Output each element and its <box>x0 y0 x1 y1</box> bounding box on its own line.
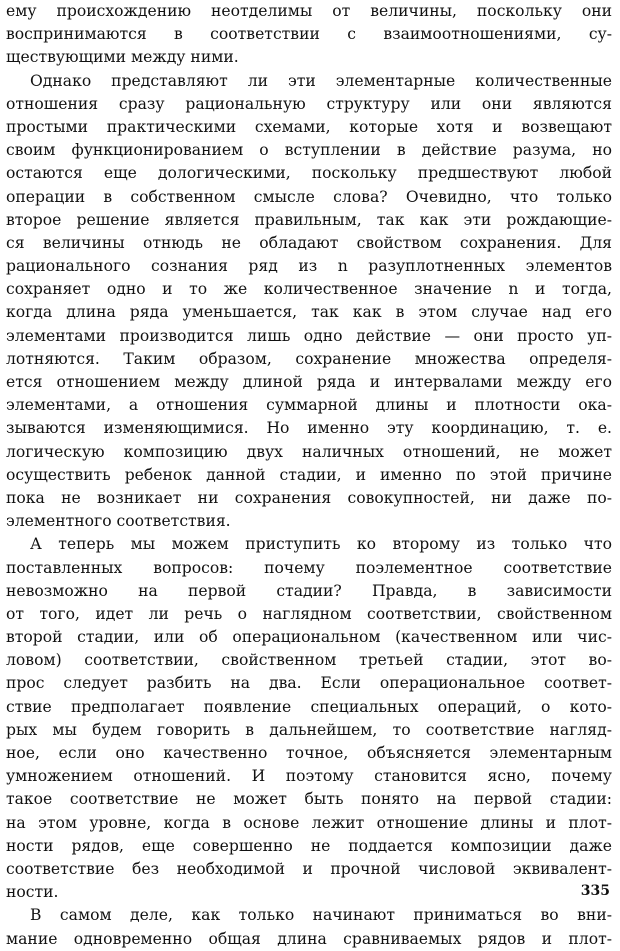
text-line: остаются еще дологическими, поскольку предшествуют любой <box>6 164 612 183</box>
text-line: пока не возникает ни сохранения совокупностей, ни даже по- <box>6 488 612 507</box>
text-line: мание одновременно общая длина сравниваемых рядов и плот- <box>6 929 612 948</box>
text-line: рационального сознания ряд из n разуплотненных элементов <box>6 257 612 276</box>
text-line: Однако представляют ли эти элементарные количественные <box>30 71 612 90</box>
text-line: ществующими между ними. <box>6 48 239 67</box>
text-line: ности рядов, еще совершенно не поддается композиции даже <box>6 836 612 855</box>
page-number: 335 <box>580 883 610 899</box>
text-line: элементами производится лишь одно действие — они просто уп- <box>6 326 612 345</box>
text-line: на этом уровне, когда в основе лежит отношение длины и плот- <box>6 813 612 832</box>
text-line: лотняются. Таким образом, сохранение множества определя- <box>6 349 612 368</box>
text-line: элементного соответствия. <box>6 512 231 531</box>
text-line: В самом деле, как только начинают приниматься во вни- <box>30 906 612 925</box>
text-line: ное, если оно качественно точное, объясняется элементарным <box>6 744 612 762</box>
text-line: умножением отношений. И поэтому становится ясно, почему <box>6 767 612 786</box>
text-line: осуществить ребенок данной стадии, и именно по этой причине <box>6 465 612 484</box>
text-line: когда длина ряда уменьшается, так как в этом случае над его <box>6 303 612 322</box>
text-line: рых мы будем говорить в дальнейшем, то соответствие нагляд- <box>6 720 612 739</box>
text-line: элементами, а отношения суммарной длины и плотности ока- <box>6 396 612 415</box>
text-line: простыми практическими схемами, которые хотя и возвещают <box>6 117 612 136</box>
text-line: отношения сразу рациональную структуру или они являются <box>6 94 612 113</box>
text-line: от того, идет ли речь о наглядном соответствии, свойственном <box>6 604 612 623</box>
text-line: воспринимаются в соответствии с взаимоотношениями, су- <box>6 25 612 44</box>
text-line: ности. <box>6 883 59 902</box>
text-line: сохраняет одно и то же количественное значение n и тогда, <box>6 280 612 299</box>
text-line: операции в собственном смысле слова? Очевидно, что только <box>6 187 612 206</box>
text-line: ствие предполагает появление специальных операций, о кото- <box>6 697 612 716</box>
text-line: ловом) соответствии, свойственном третьей стадии, этот во- <box>6 651 612 670</box>
text-line: второе решение является правильным, так как эти рождающие- <box>6 210 612 229</box>
text-line: такое соответствие не может быть понято на первой стадии: <box>6 790 612 809</box>
text-line: поставленных вопросов: почему поэлементное соответствие <box>6 558 612 577</box>
text-line: прос следует разбить на два. Если операциональное соответ- <box>6 674 612 693</box>
text-line: А теперь мы можем приступить ко второму из только что <box>30 535 612 554</box>
text-line: логическую композицию двух наличных отношений, не может <box>6 442 612 461</box>
text-body <box>6 0 612 951</box>
text-line: ся величины отнюдь не обладают свойством сохранения. Для <box>6 233 612 252</box>
text-line: второй стадии, или об операциональном (качественном или чис- <box>6 628 612 647</box>
text-line: соответствие без необходимой и прочной числовой эквивалент- <box>6 859 612 878</box>
text-line: ется отношением между длиной ряда и интервалами между его <box>6 373 612 391</box>
text-line: своим функционированием о вступлении в действие разума, но <box>6 141 612 160</box>
text-line: невозможно на первой стадии? Правда, в зависимости <box>6 581 612 600</box>
text-line: зываются изменяющимися. Но именно эту координацию, т. е. <box>6 419 612 438</box>
text-line: ему происхождению неотделимы от величины, поскольку они <box>6 2 612 20</box>
